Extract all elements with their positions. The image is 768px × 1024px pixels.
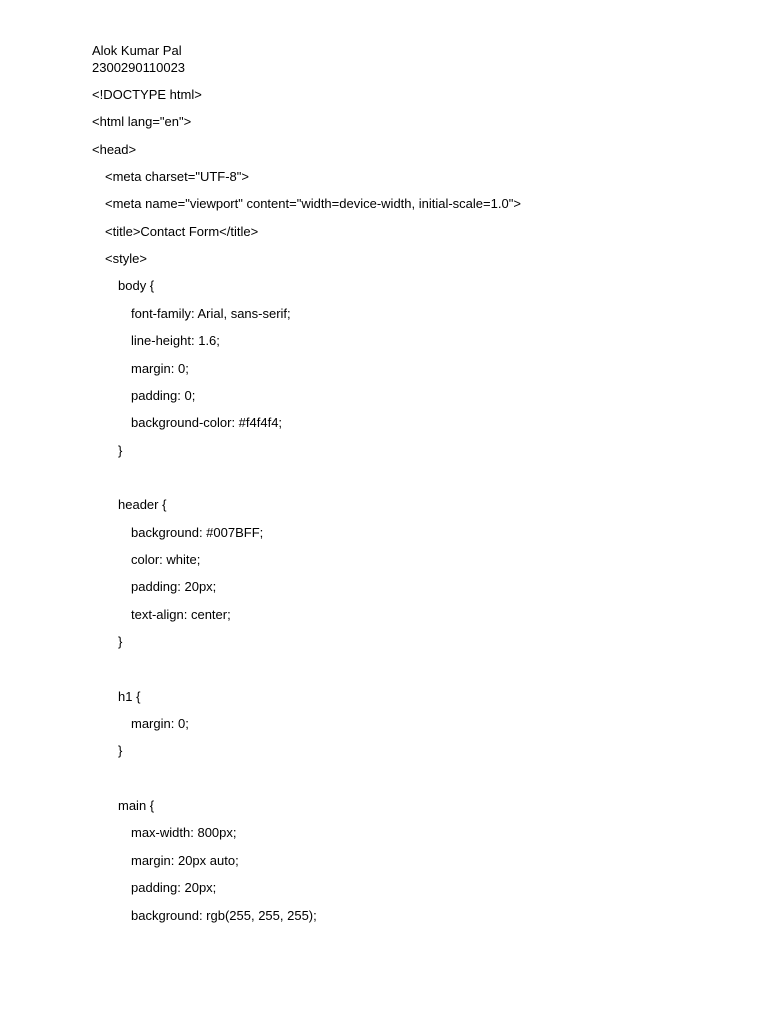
code-line: padding: 0; [131, 387, 196, 403]
code-line: color: white; [131, 551, 201, 567]
roll-number: 2300290110023 [92, 60, 186, 75]
code-line: } [118, 743, 123, 759]
code-line: body { [118, 278, 155, 294]
code-line: font-family: Arial, sans-serif; [131, 305, 291, 321]
code-line: margin: 0; [131, 716, 189, 732]
code-line: line-height: 1.6; [131, 333, 220, 349]
code-line: margin: 0; [131, 360, 189, 376]
code-line: <title>Contact Form</title> [105, 223, 259, 239]
code-line: text-align: center; [131, 606, 231, 622]
code-line: max-width: 800px; [131, 825, 237, 841]
code-line: padding: 20px; [131, 880, 217, 896]
code-line: h1 { [118, 688, 141, 704]
code-line: <head> [92, 141, 137, 157]
code-line: background: rgb(255, 255, 255); [131, 907, 317, 923]
code-line: main { [118, 798, 155, 814]
code-line: } [118, 634, 123, 649]
code-line: padding: 20px; [131, 579, 217, 595]
code-line: background-color: #f4f4f4; [131, 415, 283, 431]
code-line: <!DOCTYPE html> [92, 87, 202, 102]
code-line: <meta charset="UTF-8"> [105, 169, 249, 185]
author-block [92, 42, 185, 76]
code-line: background: #007BFF; [131, 524, 264, 540]
code-line: header { [118, 497, 167, 513]
code-line: <meta name="viewport" content="width=device-width, initial-scale=1.0"> [105, 196, 521, 212]
code-line: <html lang="en"> [92, 114, 192, 130]
author-name: Alok Kumar Pal [92, 43, 182, 58]
code-line: margin: 20px auto; [131, 852, 239, 868]
code-line: <style> [105, 251, 147, 267]
code-line: } [118, 442, 123, 458]
